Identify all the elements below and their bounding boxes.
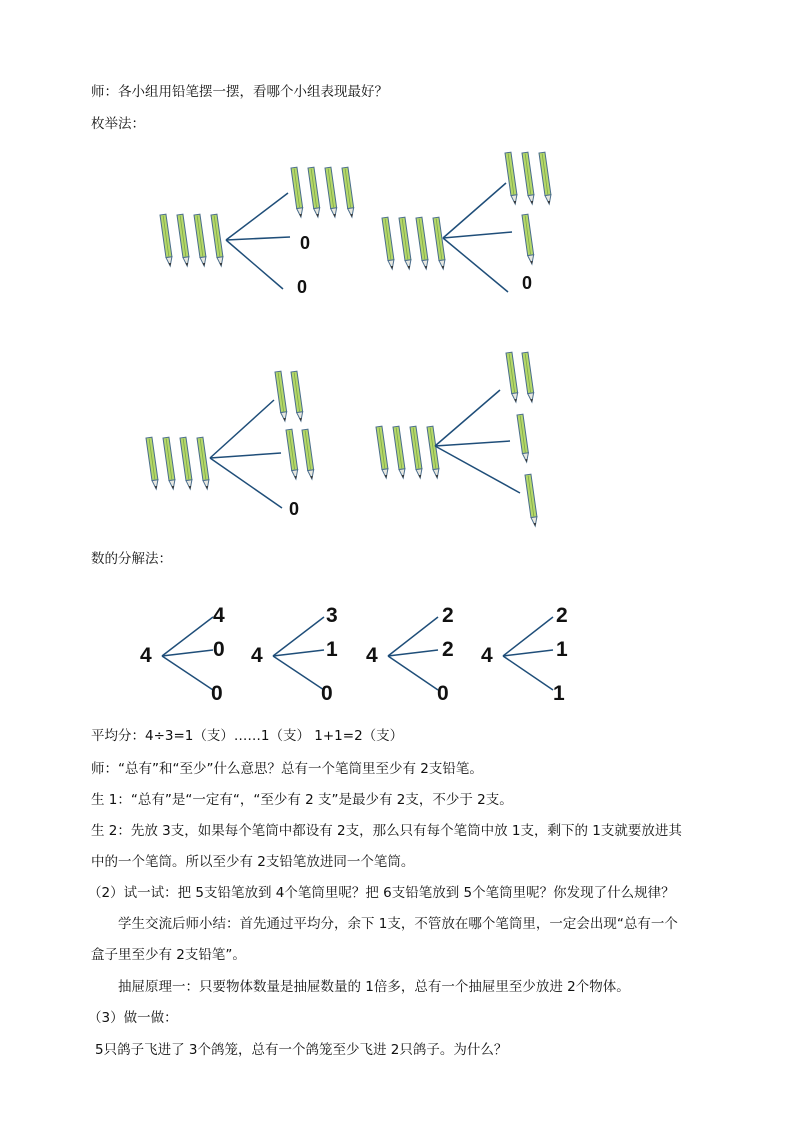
decomposition-number: 0 [211,682,223,705]
decomposition-number: 4 [251,644,263,667]
teacher-question: 师：各小组用铅笔摆一摆，看哪个小组表现最好？ [91,84,388,100]
do-it-section: （3）做一做： [88,1010,178,1026]
decomposition-number: 4 [481,644,493,667]
branch-line [388,656,438,690]
decomposition-number: 0 [321,682,333,705]
student2-answer-2: 中的一个笔筒。所以至少有 2支铅笔放进同一个笔筒。 [91,854,415,870]
decomposition-number: 2 [556,604,568,627]
decomposition-number: 2 [442,604,454,627]
decomposition-number: 4 [366,644,378,667]
branch-line [273,656,324,690]
student2-answer-1: 生 2：先放 3支，如果每个笔筒中都设有 2支，那么只有每个笔筒中放 1支，剩下的 1支就要放进其 [91,823,682,839]
pigeonhole-principle: 抽屉原理一：只要物体数量是抽屉数量的 1倍多，总有一个抽屉里至少放进 2个物体。 [118,979,630,995]
zero-label: 0 [300,233,311,253]
teacher-meaning-question: 师：“总有”和“至少”什么意思？总有一个笔筒里至少有 2支铅笔。 [91,761,483,777]
decomposition-number: 1 [556,638,568,661]
branch-line [503,656,553,690]
student1-answer: 生 1：“总有”是“一定有“，“至少有 2 支”是最少有 2支，不少于 2支。 [91,792,513,808]
decomposition-number: 4 [140,644,152,667]
decomposition-number: 2 [442,638,454,661]
decomposition-number: 1 [553,682,565,705]
teacher-summary-2: 盒子里至少有 2支铅笔”。 [91,947,246,963]
zero-label: 0 [522,273,533,293]
decomposition-number: 4 [213,604,225,627]
decomposition-number: 1 [326,638,338,661]
decomposition-number: 0 [437,682,449,705]
decomposition-heading: 数的分解法： [91,551,172,567]
branch-line [162,656,213,690]
decomposition-number: 0 [213,638,225,661]
average-formula: 平均分：4÷3=1（支）……1（支） 1+1=2（支） [91,728,404,744]
decomposition-trees [140,604,568,705]
enumeration-heading: 枚举法： [91,116,145,132]
zero-label: 0 [289,499,300,519]
pigeon-question: 5只鸽子飞进了 3个鸽笼，总有一个鸽笼至少飞进 2只鸽子。为什么？ [95,1042,508,1058]
try-it-section: （2）试一试：把 5支铅笔放到 4个笔筒里呢？把 6支铅笔放到 5个笔筒里呢？你发现了什么规律？ [88,885,675,901]
teacher-summary-1: 学生交流后师小结：首先通过平均分，余下 1支，不管放在哪个笔筒里，一定会出现“总有一个 [118,916,678,932]
decomposition-number: 3 [326,604,338,627]
zero-label: 0 [297,277,308,297]
